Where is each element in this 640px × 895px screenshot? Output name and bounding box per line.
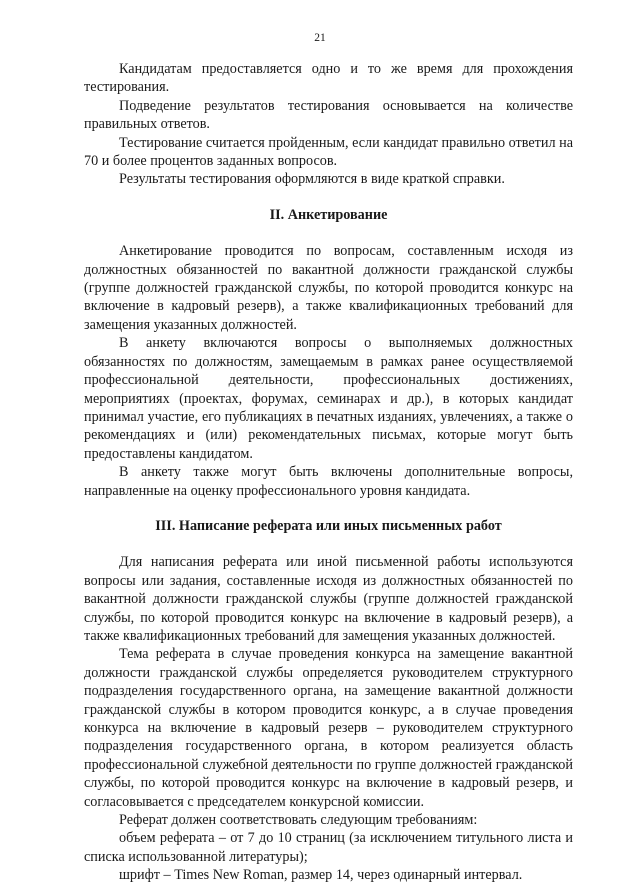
paragraph: Анкетирование проводится по вопросам, составленным исходя из должностных обязанностей по вакантной должности гражданской службы (группе должностей гражданской службы, по которой проводится конкурс на включение в кадровый резерв), а также квалификационных требований для замещения указанных должностей. [84,243,573,333]
paragraph: Реферат должен соответствовать следующим требованиям: [119,812,478,829]
spacer [84,189,573,206]
paragraph: Тестирование считается пройденным, если кандидат правильно ответил на 70 и более процентов заданных вопросов. [84,134,573,170]
paragraph: В анкету также могут быть включены дополнительные вопросы, направленные на оценку профессионального уровня кандидата. [84,464,573,499]
spacer [84,500,573,517]
paragraph: Тема реферата в случае проведения конкурса на замещение вакантной должности гражданской службы определяется руководителем структурного подразделения государственного органа, на замещение вакантной должности гражданской службы в котором проводится конкурс, а в случае проведения конкурса на включение в кадровый резерв – руководителем структурного подразделения государственного органа, в котором реализуется область профессиональной служебной деятельности по группе должностей гражданской службы, по которой проводится конкурс на включение в кадровый резерв, и согласовывается с председателем конкурсной комиссии. [84,646,573,810]
document-body [84,60,573,885]
paragraph: Для написания реферата или иной письменной работы используются вопросы или задания, составленные исходя из должностных обязанностей по вакантной должности гражданской службы (группе должностей гражданской службы, по которой проводится конкурс на включение в кадровый резерв), а также квалификационных требований для замещения указанных должностей. [84,554,573,644]
spacer [84,224,573,242]
paragraph: Подведение результатов тестирования основывается на количестве правильных ответов. [84,97,573,133]
paragraph: Кандидатам предоставляется одно и то же время для прохождения тестирования. [84,61,573,96]
paragraph: Результаты тестирования оформляются в виде краткой справки. [119,171,505,188]
page-number: 21 [314,32,326,44]
paragraph: В анкету включаются вопросы о выполняемых должностных обязанностях по должностям, замещаемым в рамках ранее осуществляемой профессиональной деятельности, профессиональных достижениях, мероприятиях (проектах, форумах, семинарах и др.), в которых кандидат принимал участие, его публикациях в печатных изданиях, увлечениях, а также о рекомендациях и (или) рекомендательных письмах, которые могут быть предоставлены кандидатом. [84,335,573,462]
section-heading-essay: III. Написание реферата или иных письменных работ [155,517,502,534]
paragraph: шрифт – Times New Roman, размер 14, через одинарный интервал. [119,867,523,884]
paragraph: объем реферата – от 7 до 10 страниц (за исключением титульного листа и списка использованной литературы); [84,830,573,865]
section-heading-questionnaire: II. Анкетирование [269,206,388,223]
spacer [84,535,573,553]
